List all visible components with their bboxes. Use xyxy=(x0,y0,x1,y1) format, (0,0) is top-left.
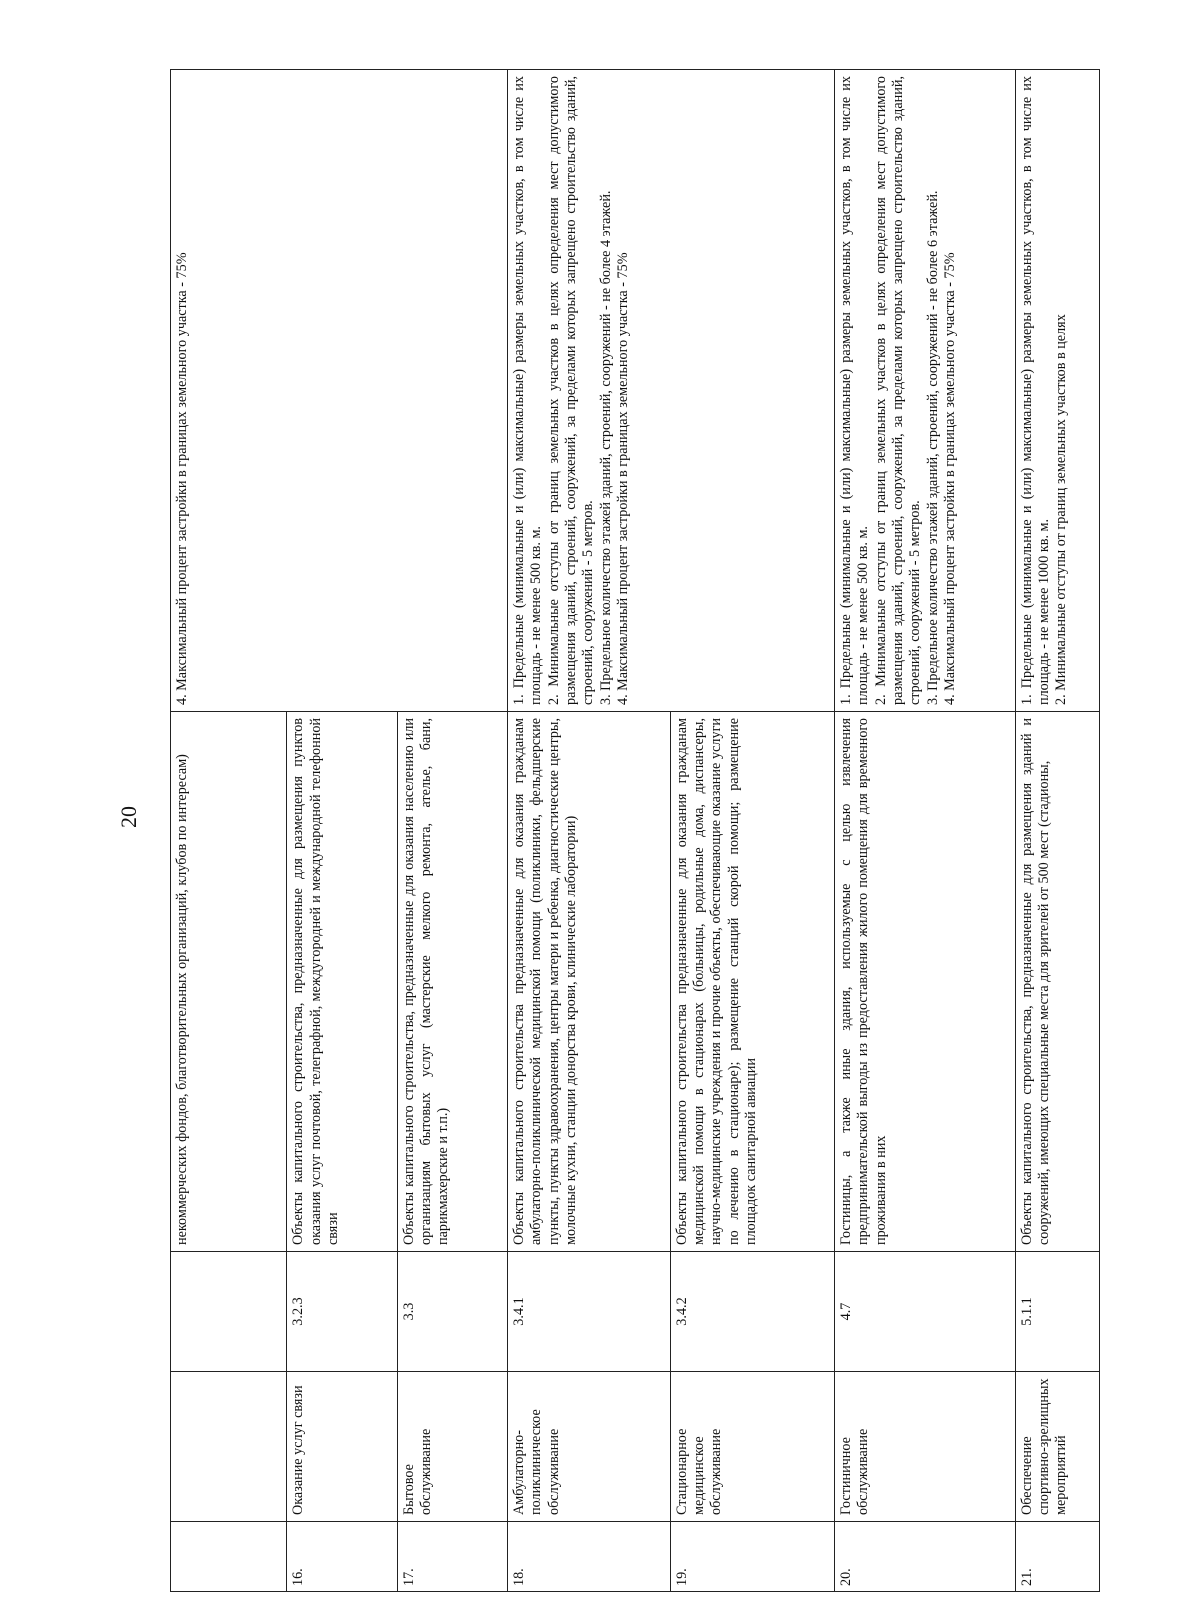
row-description: Объекты капитального строительства, предназначенные для размещения пунктов оказания услуг почтовой, телеграфной, междугородней и международной телефонной связи xyxy=(287,712,397,1252)
parameter-line: 4. Максимальный процент застройки в границах земельного участка - 75% xyxy=(941,252,958,705)
row-description: Объекты капитального строительства предназначенные для оказания гражданам медицинской помощи в стационарах (больницы, родильные дома, диспансеры, научно-медицинские учреждения и прочие объекты, обеспечивающие оказание услуги по лечению в стационаре); размещение станций скорой помощи; размещение площадок санитарной авиации xyxy=(670,712,835,1252)
row-number: 19. xyxy=(670,1522,835,1592)
page-number: 20 xyxy=(116,806,141,828)
parameter-line: 3. Предельное количество этажей зданий, строений, сооружений - не более 6 этажей. xyxy=(924,190,941,705)
table-row xyxy=(508,70,671,1592)
row-number: 17. xyxy=(397,1522,507,1592)
row-description: Гостиницы, а также иные здания, используемые с целью извлечения предпринимательской выгоды из предоставления жилого помещения для временного проживания в них xyxy=(835,712,1016,1252)
row-number: 20. xyxy=(835,1522,1016,1592)
row-name: Гостиничное обслуживание xyxy=(835,1372,1016,1522)
row-number xyxy=(171,1522,287,1592)
parameter-line: 1. Предельные (минимальные и (или) максимальные) размеры земельных участков, в том числе их площадь - не менее 500 кв. м. xyxy=(838,76,872,705)
parameter-line: 2. Минимальные отступы от границ земельных участков в целях xyxy=(1053,314,1070,705)
parameter-line: 3. Предельное количество этажей зданий, строений, сооружений - не более 4 этажей. xyxy=(597,190,614,705)
row-name: Бытовое обслуживание xyxy=(397,1372,507,1522)
rotated-page-content xyxy=(170,70,1100,1592)
row-code: 4.7 xyxy=(835,1252,1016,1372)
row-description: Объекты капитального строительства, предназначенные для оказания населению или организациям бытовых услуг (мастерские мелкого ремонта, ателье, бани, парикмахерские и т.п.) xyxy=(397,712,507,1252)
zoning-table xyxy=(170,69,1100,1592)
parameter-line: 2. Минимальные отступы от границ земельных участков в целях определения мест допустимого размещения зданий, строений, сооружений, за пределами которых запрещено строительство зданий, строений, сооружений - 5 метров. xyxy=(872,76,924,705)
row-name: Обеспечение спортивно-зрелищных мероприятий xyxy=(1015,1372,1099,1522)
row-name: Стационарное медицинское обслуживание xyxy=(670,1372,835,1522)
row-description: некоммерческих фондов, благотворительных организаций, клубов по интересам) xyxy=(171,712,287,1252)
row-number: 16. xyxy=(287,1522,397,1592)
table-row xyxy=(171,70,287,1592)
table-row xyxy=(1015,70,1099,1592)
row-name xyxy=(171,1372,287,1522)
row-name: Оказание услуг связи xyxy=(287,1372,397,1522)
row-code: 3.2.3 xyxy=(287,1252,397,1372)
row-description: Объекты капитального строительства, предназначенные для размещения зданий и сооружений, имеющих специальные места для зрителей от 500 мест (стадионы, xyxy=(1015,712,1099,1252)
parameter-line: 1. Предельные (минимальные и (или) максимальные) размеры земельных участков, в том числе их площадь - не менее 500 кв. м. xyxy=(511,76,545,705)
row-parameters xyxy=(835,70,1016,712)
row-code: 5.1.1 xyxy=(1015,1252,1099,1372)
row-parameters xyxy=(171,70,508,712)
row-parameters xyxy=(508,70,835,712)
row-number: 18. xyxy=(508,1522,671,1592)
parameter-line: 1. Предельные (минимальные и (или) максимальные) размеры земельных участков, в том числе их площадь - не менее 1000 кв. м. xyxy=(1018,76,1052,705)
row-code: 3.3 xyxy=(397,1252,507,1372)
row-number: 21. xyxy=(1015,1522,1099,1592)
parameter-line: 4. Максимальный процент застройки в границах земельного участка - 75% xyxy=(174,252,190,705)
row-code: 3.4.1 xyxy=(508,1252,671,1372)
row-code: 3.4.2 xyxy=(670,1252,835,1372)
row-name: Амбулаторно-поликлиническое обслуживание xyxy=(508,1372,671,1522)
table-row xyxy=(835,70,1016,1592)
row-code xyxy=(171,1252,287,1372)
row-parameters xyxy=(1015,70,1099,712)
parameter-line: 2. Минимальные отступы от границ земельных участков в целях определения мест допустимого размещения зданий, строений, сооружений, за пределами которых запрещено строительство зданий, строений, сооружений - 5 метров. xyxy=(545,76,597,705)
row-description: Объекты капитального строительства предназначенные для оказания гражданам амбулаторно-поликлинической медицинской помощи (поликлиники, фельдшерские пункты, пункты здравоохранения, центры матери и ребенка, диагностические центры, молочные кухни, станции донорства крови, клинические лаборатории) xyxy=(508,712,671,1252)
parameter-line: 4. Максимальный процент застройки в границах земельного участка - 75% xyxy=(614,252,631,705)
